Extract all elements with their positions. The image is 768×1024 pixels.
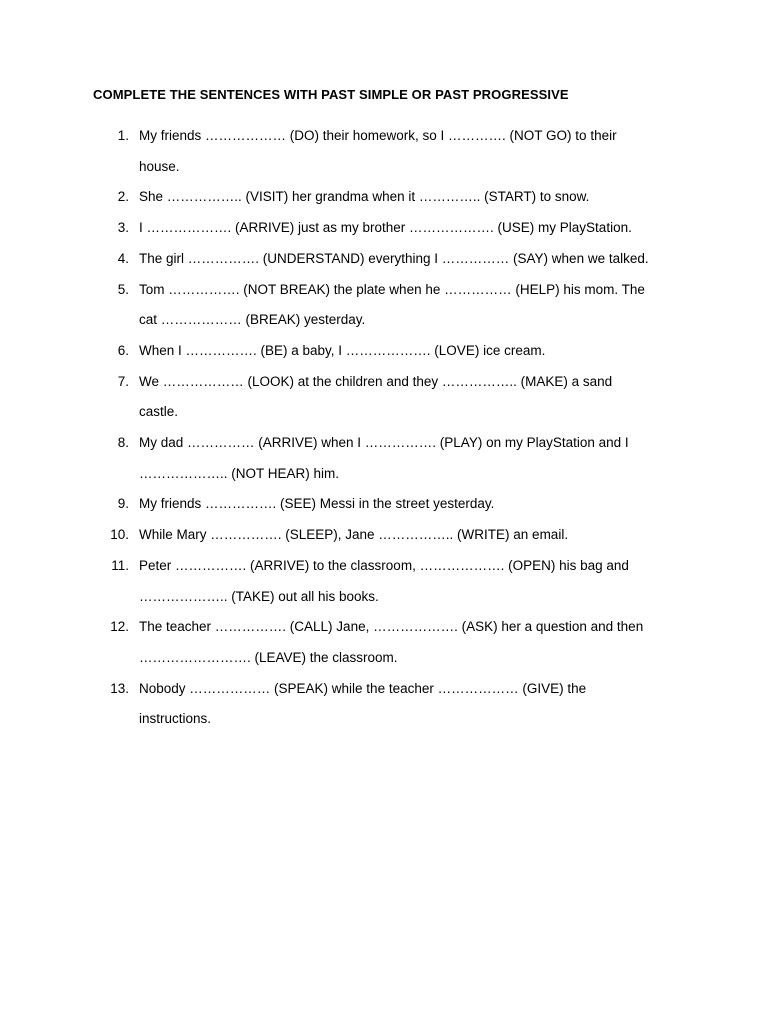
exercise-item (93, 520, 693, 551)
exercise-sentence-line: ……………………. (LEAVE) the classroom. (139, 649, 398, 665)
exercise-number: 9. (117, 496, 129, 512)
exercise-list (93, 121, 693, 735)
exercise-sentence-line: house. (139, 158, 180, 174)
exercise-item (93, 367, 693, 428)
exercise-item (93, 244, 693, 275)
exercise-sentence-line: When I ……………. (BE) a baby, I ………………. (LOVE) ice cream. (139, 342, 546, 358)
exercise-sentence-line: We ……………… (LOOK) at the children and they …………….. (MAKE) a sand (139, 373, 613, 389)
exercise-number: 13. (110, 680, 129, 696)
exercise-sentence-line: instructions. (139, 711, 212, 727)
exercise-sentence-line: While Mary ……………. (SLEEP), Jane …………….. (WRITE) an email. (139, 527, 569, 543)
exercise-item (93, 275, 693, 336)
exercise-number: 3. (117, 220, 129, 236)
exercise-sentence-line: The teacher ……………. (CALL) Jane, ………………. (ASK) her a question and then (139, 619, 644, 635)
exercise-item (93, 182, 693, 213)
exercise-item (93, 336, 693, 367)
exercise-item (93, 551, 693, 612)
exercise-sentence-line: I ………………. (ARRIVE) just as my brother ………………. (USE) my PlayStation. (139, 220, 632, 236)
exercise-item (93, 612, 693, 673)
exercise-sentence-line: Peter ……………. (ARRIVE) to the classroom, ………………. (OPEN) his bag and (139, 557, 629, 573)
exercise-number: 8. (117, 435, 129, 451)
exercise-item (93, 428, 693, 489)
exercise-number: 2. (117, 189, 129, 205)
exercise-sentence-line: My friends ……………… (DO) their homework, so I …………. (NOT GO) to their (139, 128, 617, 143)
exercise-item (93, 489, 693, 520)
worksheet-title: COMPLETE THE SENTENCES WITH PAST SIMPLE OR PAST PROGRESSIVE (93, 87, 569, 102)
exercise-sentence-line: She …………….. (VISIT) her grandma when it ………….. (START) to snow. (139, 189, 590, 205)
exercise-sentence-line: ……………….. (TAKE) out all his books. (139, 588, 379, 604)
exercise-sentence-line: The girl ……………. (UNDERSTAND) everything I …………… (SAY) when we talked. (139, 250, 649, 266)
exercise-number: 1. (117, 128, 129, 143)
exercise-sentence-line: My dad …………… (ARRIVE) when I ……………. (PLAY) on my PlayStation and I (139, 435, 629, 451)
exercise-sentence-line: castle. (139, 404, 179, 420)
exercise-item (93, 213, 693, 244)
exercise-number: 5. (117, 281, 129, 297)
exercise-number: 10. (110, 527, 129, 543)
exercise-sentence-line: ……………….. (NOT HEAR) him. (139, 465, 340, 481)
exercise-number: 6. (117, 342, 129, 358)
exercise-number: 7. (117, 373, 129, 389)
exercise-sentence-line: cat ……………… (BREAK) yesterday. (139, 312, 366, 328)
exercise-item (93, 674, 693, 735)
exercise-number: 4. (117, 250, 129, 266)
exercise-item (93, 121, 693, 182)
exercise-number: 11. (111, 557, 129, 573)
exercise-sentence-line: Nobody ……………… (SPEAK) while the teacher ……………… (GIVE) the (139, 680, 587, 696)
exercise-sentence-line: Tom ……………. (NOT BREAK) the plate when he …………… (HELP) his mom. The (139, 281, 645, 297)
exercise-number: 12. (110, 619, 129, 635)
exercise-sentence-line: My friends ……………. (SEE) Messi in the street yesterday. (139, 496, 495, 512)
